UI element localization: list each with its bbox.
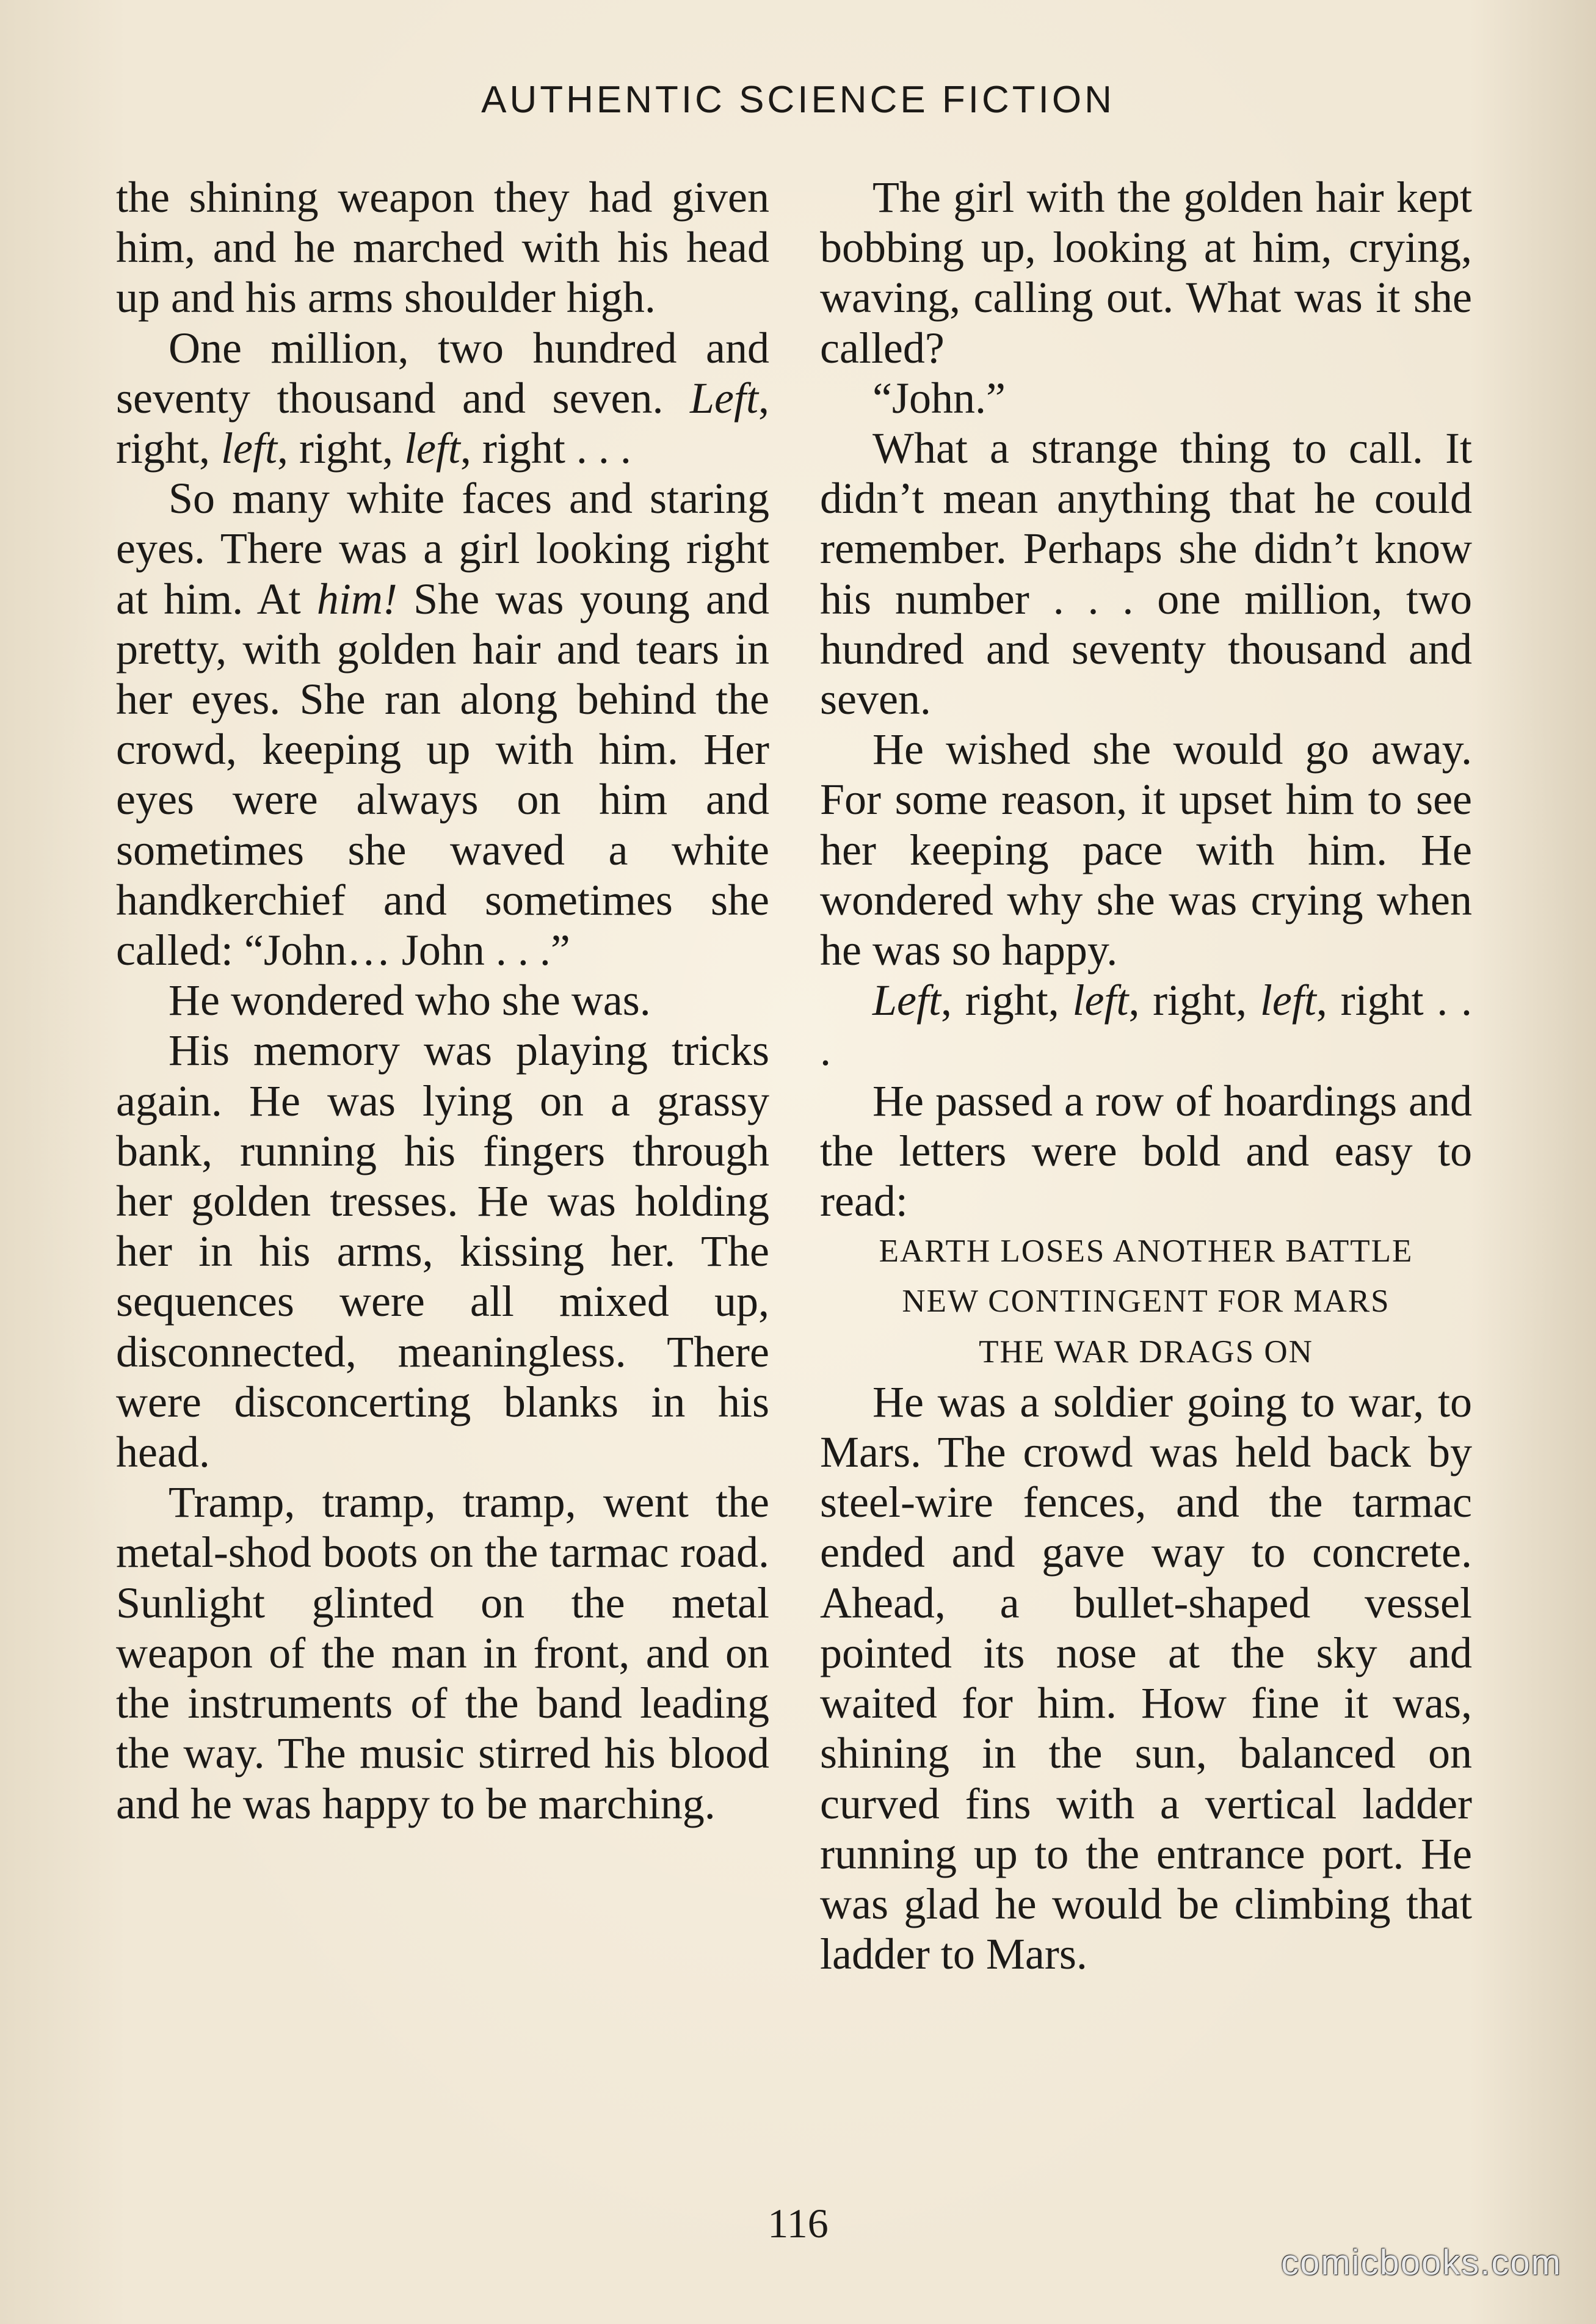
paragraph: He passed a row of hoardings and the letters were bold and easy to read: [820, 1076, 1472, 1226]
text-run: , right . . . [460, 424, 631, 473]
watermark: comicbooks.com [1281, 2243, 1562, 2282]
headline: EARTH LOSES ANOTHER BATTLE [879, 1233, 1413, 1269]
running-title: AUTHENTIC SCIENCE FICTION [481, 79, 1115, 121]
text-run: , right, [277, 424, 404, 473]
paragraph: The girl with the golden hair kept bobbing up, looking at him, crying, waving, calling out. What was it she called? [820, 173, 1472, 372]
paragraph: the shining weapon they had given him, and he marched with his head up and his arms shoulder high. [116, 173, 769, 322]
paragraph: He was a soldier going to war, to Mars. The crowd was held back by steel-wire fences, and the tarmac ended and gave way to concrete. Ahead, a bullet-shaped vessel pointed its nose at the sky and waited for him. How fine it was, shining in the sun, balanced on curved fins with a vertical ladder running up to the entrance port. He was glad he would be climbing that ladder to Mars. [820, 1377, 1472, 1979]
italic-text: left [1072, 976, 1129, 1025]
text-run: One million, two hundred and seventy thousand and seven. [116, 323, 769, 423]
text-run: , right, [1128, 976, 1260, 1025]
italic-text: left [220, 424, 277, 473]
paragraph: What a strange thing to call. It didn’t mean anything that he could remember. Perhaps she didn’t know his number . . . one million, two hundred and seventy thousand and seven. [820, 424, 1472, 724]
text-run: She was young and pretty, with golden hair and tears in her eyes. She ran along behind the crowd, keeping up with him. Her eyes were always on him and sometimes she waved a white handkerchief and sometimes she called: “John… John . . .” [116, 574, 769, 975]
italic-text: left [1260, 976, 1316, 1025]
paragraph: His memory was playing tricks again. He was lying on a grassy bank, running his fingers through her golden tresses. He was holding her in his arms, kissing her. The sequences were all mixed up, disconnected, meaningless. There were disconcerting blanks in his head. [116, 1026, 769, 1477]
paragraph [820, 975, 1472, 1075]
paragraph: Tramp, tramp, tramp, went the metal-shod boots on the tarmac road. Sunlight glinted on the metal weapon of the man in front, and on the instruments of the band leading the way. The music stirred his blood and he was happy to be marching. [116, 1478, 769, 1828]
text-run: So many white faces and staring eyes. There was a girl looking right at him. At [116, 474, 769, 623]
page-number: 116 [767, 2200, 829, 2246]
italic-text: left [404, 424, 460, 473]
paragraph [116, 323, 769, 474]
text-run: , right, [116, 373, 769, 473]
paragraph [116, 473, 769, 975]
italic-text: him! [316, 574, 397, 623]
paragraph: “John.” [872, 373, 1006, 423]
paragraph: He wished she would go away. For some reason, it upset him to see her keeping pace with him. He wondered why she was crying when he was so happy. [820, 725, 1472, 975]
italic-text: Left [689, 373, 758, 423]
headline: NEW CONTINGENT FOR MARS [902, 1284, 1390, 1320]
right-column [820, 172, 1472, 1979]
text-run: , right . . . [820, 976, 1473, 1075]
paragraph: He wondered who she was. [169, 976, 651, 1025]
italic-text: Left [872, 976, 941, 1025]
text-run: , right, [941, 976, 1073, 1025]
left-column [116, 172, 769, 1829]
headline: THE WAR DRAGS ON [979, 1334, 1313, 1370]
